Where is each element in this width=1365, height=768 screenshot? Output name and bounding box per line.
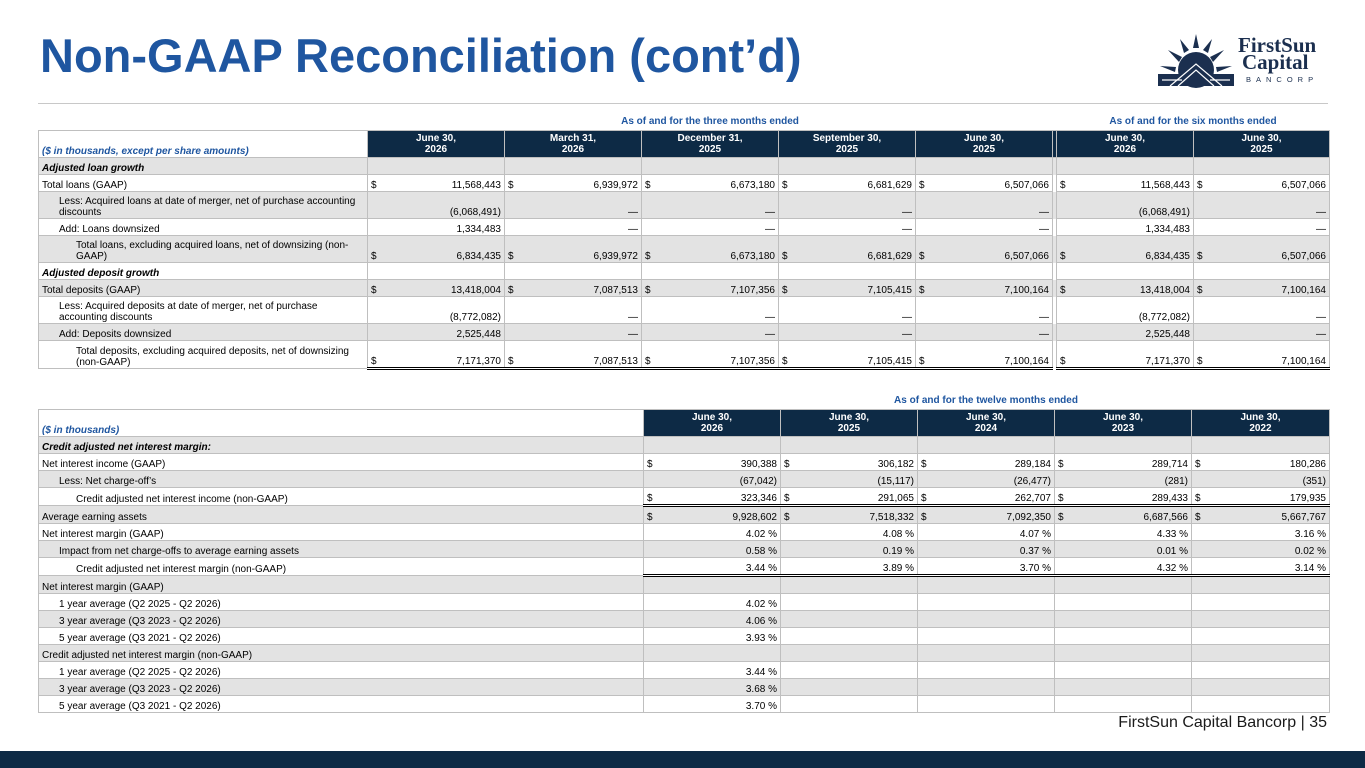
- value-cell: $ 6,507,066: [916, 236, 1053, 263]
- row-label: 1 year average (Q2 2025 - Q2 2026): [39, 594, 644, 611]
- value-cell: —: [779, 297, 916, 324]
- value-cell: $ 11,568,443: [1057, 175, 1194, 192]
- column-header: September 30, 2025: [779, 131, 916, 158]
- value-cell: [644, 645, 781, 662]
- value-cell: [918, 662, 1055, 679]
- value-cell: —: [505, 192, 642, 219]
- currency-symbol: $: [1195, 493, 1201, 504]
- value-cell: [918, 594, 1055, 611]
- value-cell: —: [505, 324, 642, 341]
- table-row: [39, 454, 1330, 471]
- value-cell: 3.44 %: [644, 662, 781, 679]
- row-label: Net interest margin (GAAP): [39, 524, 644, 541]
- currency-symbol: $: [1060, 251, 1066, 262]
- value-cell: [1192, 576, 1330, 594]
- currency-symbol: $: [647, 493, 653, 504]
- logo-line3: BANCORP: [1246, 75, 1319, 84]
- value-cell: [918, 437, 1055, 454]
- value-cell: $ 289,714: [1055, 454, 1192, 471]
- currency-symbol: $: [371, 251, 377, 262]
- currency-symbol: $: [1058, 512, 1064, 523]
- value-cell: 1,334,483: [1057, 219, 1194, 236]
- value-cell: $ 7,087,513: [505, 280, 642, 297]
- value-cell: 0.02 %: [1192, 541, 1330, 558]
- table-row: [39, 297, 1330, 324]
- currency-symbol: $: [1197, 285, 1203, 296]
- sunburst-logo-icon: [1156, 30, 1236, 90]
- value-cell: $ 7,171,370: [1057, 341, 1194, 369]
- value-cell: [368, 158, 505, 175]
- value-cell: $ 7,107,356: [642, 341, 779, 369]
- value-cell: $ 179,935: [1192, 488, 1330, 506]
- value-cell: [1192, 696, 1330, 713]
- column-header: June 30, 2025: [1194, 131, 1330, 158]
- value-cell: $ 11,568,443: [368, 175, 505, 192]
- currency-symbol: $: [782, 285, 788, 296]
- table-row: [39, 263, 1330, 280]
- table-row: [39, 192, 1330, 219]
- value-cell: $ 6,939,972: [505, 236, 642, 263]
- value-cell: $ 6,673,180: [642, 236, 779, 263]
- page-title: Non-GAAP Reconciliation (cont’d): [40, 29, 802, 82]
- currency-symbol: $: [645, 251, 651, 262]
- currency-symbol: $: [1197, 180, 1203, 191]
- value-cell: —: [916, 324, 1053, 341]
- value-cell: [1192, 611, 1330, 628]
- currency-symbol: $: [1197, 251, 1203, 262]
- table-row: [39, 219, 1330, 236]
- currency-symbol: $: [784, 512, 790, 523]
- value-cell: [1192, 662, 1330, 679]
- currency-symbol: $: [1060, 180, 1066, 191]
- value-cell: (8,772,082): [1057, 297, 1194, 324]
- group-header-twelve-months: As of and for the twelve months ended: [894, 395, 1078, 406]
- row-label: Total deposits, excluding acquired deposits, net of downsizing (non-GAAP): [39, 341, 368, 369]
- value-cell: 4.02 %: [644, 524, 781, 541]
- value-cell: [1192, 628, 1330, 645]
- value-cell: $ 6,681,629: [779, 236, 916, 263]
- value-cell: 0.19 %: [781, 541, 918, 558]
- net-interest-margin-table: [38, 409, 1330, 713]
- currency-symbol: $: [782, 180, 788, 191]
- row-label: 3 year average (Q3 2023 - Q2 2026): [39, 611, 644, 628]
- value-cell: $ 7,100,164: [1194, 341, 1330, 369]
- row-label: Credit adjusted net interest margin:: [39, 437, 644, 454]
- value-cell: $ 6,673,180: [642, 175, 779, 192]
- value-cell: $ 7,518,332: [781, 506, 918, 524]
- value-cell: [1057, 158, 1194, 175]
- footer-page-label: FirstSun Capital Bancorp | 35: [1118, 714, 1327, 731]
- value-cell: [1055, 611, 1192, 628]
- table-row: [39, 541, 1330, 558]
- table-row: [39, 645, 1330, 662]
- table-row: [39, 471, 1330, 488]
- value-cell: 4.08 %: [781, 524, 918, 541]
- row-label: Credit adjusted net interest income (non-GAAP): [39, 488, 644, 506]
- value-cell: —: [642, 297, 779, 324]
- value-cell: 3.70 %: [644, 696, 781, 713]
- title-divider: [38, 103, 1328, 104]
- table-row: [39, 437, 1330, 454]
- value-cell: 3.16 %: [1192, 524, 1330, 541]
- value-cell: 4.02 %: [644, 594, 781, 611]
- value-cell: 3.89 %: [781, 558, 918, 576]
- value-cell: [368, 263, 505, 280]
- value-cell: 2,525,448: [368, 324, 505, 341]
- value-cell: $ 9,928,602: [644, 506, 781, 524]
- currency-symbol: $: [645, 285, 651, 296]
- value-cell: [1194, 263, 1330, 280]
- value-cell: —: [916, 219, 1053, 236]
- row-label: Less: Net charge-off’s: [39, 471, 644, 488]
- currency-symbol: $: [1197, 356, 1203, 367]
- value-cell: $ 7,107,356: [642, 280, 779, 297]
- value-cell: [1192, 645, 1330, 662]
- table-row: [39, 594, 1330, 611]
- value-cell: —: [1194, 219, 1330, 236]
- column-header: June 30, 2023: [1055, 410, 1192, 437]
- footer-bar: [0, 751, 1365, 768]
- table-row: [39, 158, 1330, 175]
- row-label: 3 year average (Q3 2023 - Q2 2026): [39, 679, 644, 696]
- value-cell: $ 7,092,350: [918, 506, 1055, 524]
- value-cell: 0.01 %: [1055, 541, 1192, 558]
- value-cell: 0.37 %: [918, 541, 1055, 558]
- value-cell: 2,525,448: [1057, 324, 1194, 341]
- value-cell: [644, 437, 781, 454]
- logo-line2: Capital: [1242, 50, 1309, 74]
- value-cell: $ 291,065: [781, 488, 918, 506]
- currency-symbol: $: [921, 493, 927, 504]
- value-cell: 3.14 %: [1192, 558, 1330, 576]
- value-cell: $ 390,388: [644, 454, 781, 471]
- value-cell: [779, 263, 916, 280]
- currency-symbol: $: [1058, 459, 1064, 470]
- table-row: [39, 175, 1330, 192]
- value-cell: $ 6,834,435: [1057, 236, 1194, 263]
- row-label: Adjusted loan growth: [39, 158, 368, 175]
- currency-symbol: $: [371, 180, 377, 191]
- row-label: Adjusted deposit growth: [39, 263, 368, 280]
- value-cell: $ 13,418,004: [1057, 280, 1194, 297]
- column-header: March 31, 2026: [505, 131, 642, 158]
- value-cell: $ 289,433: [1055, 488, 1192, 506]
- column-header: June 30, 2022: [1192, 410, 1330, 437]
- value-cell: [781, 679, 918, 696]
- value-cell: —: [779, 192, 916, 219]
- value-cell: 4.06 %: [644, 611, 781, 628]
- currency-symbol: $: [647, 512, 653, 523]
- currency-symbol: $: [647, 459, 653, 470]
- value-cell: —: [1194, 192, 1330, 219]
- value-cell: $ 6,507,066: [1194, 236, 1330, 263]
- value-cell: —: [642, 192, 779, 219]
- value-cell: [918, 611, 1055, 628]
- value-cell: (6,068,491): [368, 192, 505, 219]
- value-cell: [1192, 437, 1330, 454]
- value-cell: (67,042): [644, 471, 781, 488]
- value-cell: $ 7,105,415: [779, 280, 916, 297]
- value-cell: [642, 263, 779, 280]
- table-row: [39, 524, 1330, 541]
- value-cell: [918, 628, 1055, 645]
- column-header: June 30, 2026: [368, 131, 505, 158]
- currency-symbol: $: [645, 180, 651, 191]
- row-label: Net interest income (GAAP): [39, 454, 644, 471]
- currency-symbol: $: [1195, 512, 1201, 523]
- value-cell: —: [779, 219, 916, 236]
- currency-symbol: $: [782, 251, 788, 262]
- table-row: [39, 558, 1330, 576]
- value-cell: —: [916, 297, 1053, 324]
- value-cell: $ 6,681,629: [779, 175, 916, 192]
- value-cell: [1055, 679, 1192, 696]
- currency-symbol: $: [784, 493, 790, 504]
- value-cell: $ 6,687,566: [1055, 506, 1192, 524]
- value-cell: (351): [1192, 471, 1330, 488]
- currency-symbol: $: [1058, 493, 1064, 504]
- group-header-six-months: As of and for the six months ended: [1109, 116, 1277, 127]
- value-cell: [505, 158, 642, 175]
- value-cell: [505, 263, 642, 280]
- value-cell: [916, 158, 1053, 175]
- table-row: [39, 341, 1330, 369]
- value-cell: 0.58 %: [644, 541, 781, 558]
- value-cell: $ 180,286: [1192, 454, 1330, 471]
- value-cell: $ 7,171,370: [368, 341, 505, 369]
- value-cell: —: [642, 324, 779, 341]
- value-cell: —: [505, 297, 642, 324]
- value-cell: [918, 645, 1055, 662]
- value-cell: (8,772,082): [368, 297, 505, 324]
- currency-symbol: $: [919, 356, 925, 367]
- value-cell: [781, 611, 918, 628]
- row-label: Add: Deposits downsized: [39, 324, 368, 341]
- table-row: [39, 236, 1330, 263]
- units-label: ($ in thousands): [39, 410, 644, 437]
- value-cell: 3.68 %: [644, 679, 781, 696]
- value-cell: [1055, 437, 1192, 454]
- value-cell: [781, 662, 918, 679]
- logo-line1: FirstSun: [1238, 33, 1317, 57]
- row-label: Average earning assets: [39, 506, 644, 524]
- value-cell: 3.70 %: [918, 558, 1055, 576]
- table-row: [39, 506, 1330, 524]
- table-row: [39, 324, 1330, 341]
- value-cell: $ 7,100,164: [1194, 280, 1330, 297]
- value-cell: [781, 437, 918, 454]
- value-cell: $ 7,087,513: [505, 341, 642, 369]
- value-cell: $ 6,507,066: [1194, 175, 1330, 192]
- value-cell: (15,117): [781, 471, 918, 488]
- value-cell: $ 5,667,767: [1192, 506, 1330, 524]
- value-cell: $ 262,707: [918, 488, 1055, 506]
- value-cell: (26,477): [918, 471, 1055, 488]
- row-label: Less: Acquired deposits at date of merger, net of purchase accounting discounts: [39, 297, 368, 324]
- currency-symbol: $: [508, 285, 514, 296]
- value-cell: [918, 696, 1055, 713]
- currency-symbol: $: [921, 459, 927, 470]
- group-header-three-months: As of and for the three months ended: [621, 116, 799, 127]
- row-label: Credit adjusted net interest margin (non-GAAP): [39, 558, 644, 576]
- loan-deposit-reconciliation-table: [38, 130, 1330, 370]
- row-label: Net interest margin (GAAP): [39, 576, 644, 594]
- value-cell: —: [916, 192, 1053, 219]
- row-label: Total loans, excluding acquired loans, net of downsizing (non-GAAP): [39, 236, 368, 263]
- column-header: December 31, 2025: [642, 131, 779, 158]
- value-cell: [781, 594, 918, 611]
- column-header: June 30, 2025: [916, 131, 1053, 158]
- table-row: [39, 576, 1330, 594]
- value-cell: —: [505, 219, 642, 236]
- currency-symbol: $: [1060, 285, 1066, 296]
- value-cell: [1055, 576, 1192, 594]
- currency-symbol: $: [919, 180, 925, 191]
- value-cell: $ 7,100,164: [916, 280, 1053, 297]
- value-cell: [1055, 594, 1192, 611]
- value-cell: [916, 263, 1053, 280]
- value-cell: —: [1194, 297, 1330, 324]
- value-cell: 4.33 %: [1055, 524, 1192, 541]
- value-cell: $ 323,346: [644, 488, 781, 506]
- value-cell: [1057, 263, 1194, 280]
- value-cell: $ 6,834,435: [368, 236, 505, 263]
- table-row: [39, 611, 1330, 628]
- currency-symbol: $: [921, 512, 927, 523]
- value-cell: —: [1194, 324, 1330, 341]
- value-cell: (281): [1055, 471, 1192, 488]
- row-label: Total deposits (GAAP): [39, 280, 368, 297]
- currency-symbol: $: [784, 459, 790, 470]
- value-cell: $ 289,184: [918, 454, 1055, 471]
- value-cell: (6,068,491): [1057, 192, 1194, 219]
- column-header: June 30, 2025: [781, 410, 918, 437]
- currency-symbol: $: [508, 180, 514, 191]
- value-cell: 1,334,483: [368, 219, 505, 236]
- value-cell: —: [642, 219, 779, 236]
- value-cell: $ 306,182: [781, 454, 918, 471]
- value-cell: $ 13,418,004: [368, 280, 505, 297]
- table-row: [39, 696, 1330, 713]
- row-label: Credit adjusted net interest margin (non-GAAP): [39, 645, 644, 662]
- value-cell: [644, 576, 781, 594]
- column-header: June 30, 2026: [644, 410, 781, 437]
- currency-symbol: $: [508, 356, 514, 367]
- value-cell: [781, 645, 918, 662]
- currency-symbol: $: [371, 285, 377, 296]
- value-cell: [1055, 645, 1192, 662]
- currency-symbol: $: [919, 251, 925, 262]
- value-cell: [779, 158, 916, 175]
- row-label: 1 year average (Q2 2025 - Q2 2026): [39, 662, 644, 679]
- value-cell: [918, 576, 1055, 594]
- value-cell: [781, 628, 918, 645]
- value-cell: $ 6,507,066: [916, 175, 1053, 192]
- value-cell: [781, 576, 918, 594]
- value-cell: [781, 696, 918, 713]
- currency-symbol: $: [1060, 356, 1066, 367]
- table-row: [39, 280, 1330, 297]
- value-cell: $ 7,100,164: [916, 341, 1053, 369]
- value-cell: [1055, 662, 1192, 679]
- value-cell: [918, 679, 1055, 696]
- currency-symbol: $: [919, 285, 925, 296]
- column-header: June 30, 2024: [918, 410, 1055, 437]
- value-cell: [1192, 679, 1330, 696]
- currency-symbol: $: [1195, 459, 1201, 470]
- row-label: Total loans (GAAP): [39, 175, 368, 192]
- table-row: [39, 488, 1330, 506]
- value-cell: 3.93 %: [644, 628, 781, 645]
- column-header: June 30, 2026: [1057, 131, 1194, 158]
- value-cell: $ 7,105,415: [779, 341, 916, 369]
- currency-symbol: $: [508, 251, 514, 262]
- value-cell: 4.32 %: [1055, 558, 1192, 576]
- row-label: Add: Loans downsized: [39, 219, 368, 236]
- row-label: Impact from net charge-offs to average earning assets: [39, 541, 644, 558]
- value-cell: [1055, 628, 1192, 645]
- table-row: [39, 679, 1330, 696]
- table-row: [39, 662, 1330, 679]
- company-logo: [1156, 30, 1331, 90]
- value-cell: [1192, 594, 1330, 611]
- value-cell: $ 6,939,972: [505, 175, 642, 192]
- row-label: 5 year average (Q3 2021 - Q2 2026): [39, 628, 644, 645]
- value-cell: —: [779, 324, 916, 341]
- value-cell: [1194, 158, 1330, 175]
- value-cell: [1055, 696, 1192, 713]
- table-row: [39, 628, 1330, 645]
- units-label: ($ in thousands, except per share amounts): [39, 131, 368, 158]
- row-label: 5 year average (Q3 2021 - Q2 2026): [39, 696, 644, 713]
- currency-symbol: $: [371, 356, 377, 367]
- row-label: Less: Acquired loans at date of merger, net of purchase accounting discounts: [39, 192, 368, 219]
- value-cell: 3.44 %: [644, 558, 781, 576]
- value-cell: [642, 158, 779, 175]
- value-cell: 4.07 %: [918, 524, 1055, 541]
- currency-symbol: $: [645, 356, 651, 367]
- currency-symbol: $: [782, 356, 788, 367]
